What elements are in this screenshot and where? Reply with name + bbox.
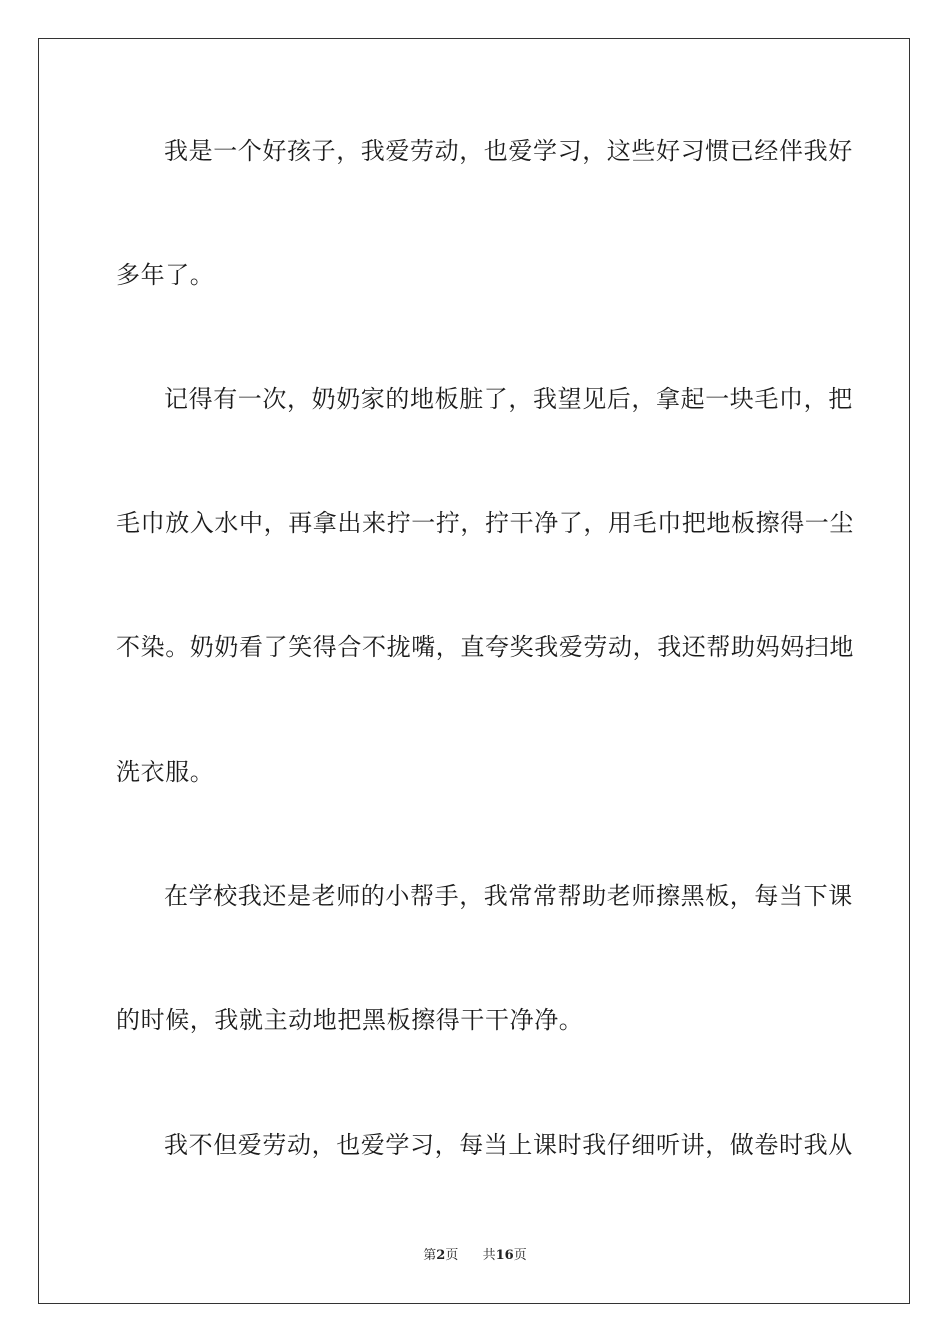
total-pages: 16 xyxy=(495,1248,514,1263)
paragraph-line: 的时候，我就主动地把黑板擦得干干净净。 xyxy=(116,1006,584,1034)
page-number: 2 xyxy=(436,1248,446,1263)
page-footer xyxy=(0,1247,950,1265)
paragraph-line: 我是一个好孩子，我爱劳动，也爱学习，这些好习惯已经伴我好 xyxy=(164,137,853,165)
total-suffix: 页 xyxy=(513,1248,527,1263)
page-border xyxy=(38,38,910,1304)
paragraph-line: 不染。奶奶看了笑得合不拢嘴，直夸奖我爱劳动，我还帮助妈妈扫地 xyxy=(116,633,854,661)
page-prefix: 第 xyxy=(423,1248,437,1263)
paragraph-line: 多年了。 xyxy=(116,261,215,289)
total-pages-label xyxy=(483,1247,527,1265)
page-suffix: 页 xyxy=(445,1248,459,1263)
paragraph-line: 毛巾放入水中，再拿出来拧一拧，拧干净了，用毛巾把地板擦得一尘 xyxy=(116,509,854,537)
page-number-label xyxy=(423,1247,458,1265)
paragraph-line: 洗衣服。 xyxy=(116,758,215,786)
paragraph-line: 我不但爱劳动，也爱学习，每当上课时我仔细听讲，做卷时我从 xyxy=(164,1131,853,1159)
paragraph-line: 记得有一次，奶奶家的地板脏了，我望见后，拿起一块毛巾，把 xyxy=(164,385,853,413)
paragraph-line: 在学校我还是老师的小帮手，我常常帮助老师擦黑板，每当下课 xyxy=(164,882,853,910)
total-prefix: 共 xyxy=(482,1248,496,1263)
